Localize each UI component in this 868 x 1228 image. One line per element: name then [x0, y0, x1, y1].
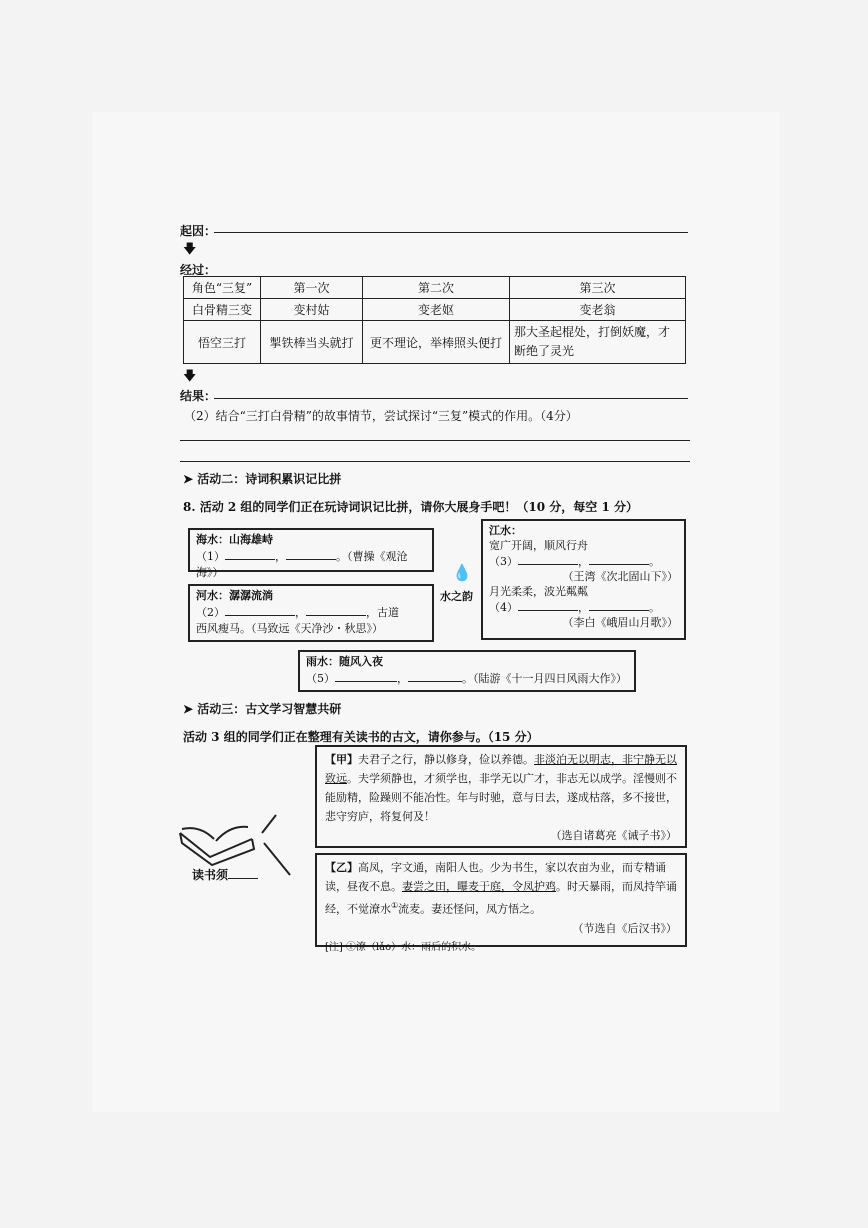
activity2-title: ➤ 活动二：诗词积累识记比拼 — [183, 472, 342, 486]
answer-blank[interactable] — [228, 867, 258, 879]
table-cell: 悟空三打 — [184, 321, 261, 364]
table-cell: 那大圣起棍处，打倒妖魔，才断绝了灵光 — [510, 321, 686, 364]
poem-text: ，古道 — [366, 606, 399, 619]
table-cell: 更不理论，举棒照头便打 — [363, 321, 510, 364]
answer-line[interactable] — [180, 461, 690, 462]
passage-jia — [315, 745, 687, 848]
passage-tag: 【甲】 — [325, 753, 358, 766]
jiang-card: 江水： 宽广开阔，顺风行舟 （3） ， 。 （王湾《次北固山下》） 月光柔柔，波光粼粼 （4） ， 。 （李白《峨眉山月歌》） — [481, 519, 686, 640]
question-2: （2）结合“三打白骨精”的故事情节，尝试探讨“三复”模式的作用。（4分） — [184, 409, 578, 423]
river-card-title: 河水：潺潺流淌 — [196, 589, 273, 602]
answer-blank[interactable] — [306, 604, 366, 616]
jiang-line: 宽广开阔，顺风行舟 — [489, 539, 588, 552]
reading-label: 读书须 — [192, 866, 258, 883]
footnote: [注] ①潦（lǎo）水：雨后的积水。 — [325, 941, 482, 953]
answer-blank[interactable] — [518, 599, 578, 611]
rain-card: 雨水：随风入夜 （5） ， 。（陆游《十一月四日风雨大作》） — [298, 650, 636, 692]
result-label: 结果： — [180, 389, 217, 403]
passage-text: 高凤，字文通，南阳人也。少为书生，家以农亩为业，而专精诵读，昼夜不息。 — [325, 861, 666, 893]
passage-source: （节选自《后汉书》） — [572, 921, 677, 935]
down-arrow-icon: 🡇 — [183, 369, 197, 384]
poem-source: （李白《峨眉山月歌》） — [562, 616, 678, 629]
table-row — [184, 299, 686, 321]
passage-source: （选自诸葛亮《诫子书》） — [550, 829, 677, 842]
answer-blank[interactable] — [408, 670, 462, 682]
blank-number: （5） — [306, 672, 335, 685]
blank-number: （3） — [489, 555, 518, 568]
activity3-title: ➤ 活动三：古文学习智慧共研 — [183, 702, 342, 716]
plot-table — [183, 276, 686, 364]
table-cell: 第三次 — [510, 277, 686, 299]
answer-blank[interactable] — [225, 548, 275, 560]
triangle-icon: ➤ — [183, 702, 194, 716]
table-cell: 掣铁棒当头就打 — [261, 321, 363, 364]
underlined-sentence: 妻尝之田，曝麦于庭，令凤护鸡 — [402, 880, 556, 893]
table-cell: 变老翁 — [510, 299, 686, 321]
answer-blank[interactable] — [335, 670, 397, 682]
passage-text: 。夫学须静也，才须学也，非学无以广才，非志无以成学。淫慢则不能励精，险躁则不能冶性。年与时驰，意与日去，遂成枯落，多不接世，悲守穷庐，将复何及！ — [325, 772, 677, 823]
river-card: 河水：潺潺流淌 （2） ， ，古道 西风瘦马。（马致远《天净沙・秋思》） — [188, 584, 434, 642]
cause-label: 起因： — [180, 224, 217, 238]
answer-blank[interactable] — [589, 553, 649, 565]
blank-number: （1） — [196, 550, 225, 563]
table-cell: 第二次 — [363, 277, 510, 299]
poem-source: 。（曹操《观沧海》） — [196, 550, 408, 579]
answer-blank[interactable] — [286, 548, 336, 560]
poem-source: 。（陆游《十一月四日风雨大作》） — [462, 672, 627, 685]
table-cell: 变村姑 — [261, 299, 363, 321]
table-row — [184, 277, 686, 299]
poem-source: （王湾《次北固山下》） — [562, 570, 678, 583]
sea-card-title: 海水：山海雄峙 — [196, 533, 273, 546]
answer-line[interactable] — [180, 440, 690, 441]
passage-text: 。时天暴雨，而凤持竿诵经，不觉潦水 — [325, 880, 677, 916]
result-answer-line[interactable] — [214, 398, 688, 399]
jiang-line: 月光柔柔，波光粼粼 — [489, 585, 588, 598]
table-cell: 白骨精三变 — [184, 299, 261, 321]
underlined-sentence: 非淡泊无以明志，非宁静无以致远 — [325, 753, 677, 785]
activity3-intro: 活动 3 组的同学们正在整理有关读书的古文，请你参与。（15 分） — [183, 730, 539, 744]
passage-yi — [315, 853, 687, 953]
blank-number: （2） — [196, 606, 225, 619]
answer-blank[interactable] — [225, 604, 295, 616]
table-row — [184, 321, 686, 364]
down-arrow-icon: 🡇 — [183, 242, 197, 257]
table-cell: 第一次 — [261, 277, 363, 299]
cause-answer-line[interactable] — [214, 232, 688, 233]
table-cell: 角色“三复” — [184, 277, 261, 299]
sea-card: 海水：山海雄峙 （1） ， 。（曹操《观沧海》） — [188, 528, 434, 572]
poem-source: 西风瘦马。（马致远《天净沙・秋思》） — [196, 622, 383, 635]
process-label: 经过： — [180, 263, 217, 277]
question-8: 8. 活动 2 组的同学们正在玩诗词识记比拼，请你大展身手吧！（10 分，每空 1 分） — [183, 500, 638, 514]
answer-blank[interactable] — [518, 553, 578, 565]
passage-text: 流麦。妻还怪问，凤方悟之。 — [398, 902, 542, 916]
rain-card-title: 雨水：随风入夜 — [306, 655, 383, 668]
jiang-card-title: 江水： — [489, 524, 522, 537]
center-label: 水之韵 — [440, 590, 473, 603]
passage-text: 夫君子之行，静以修身，俭以养德。 — [358, 753, 534, 766]
passage-tag: 【乙】 — [325, 861, 358, 874]
table-cell: 变老妪 — [363, 299, 510, 321]
answer-blank[interactable] — [589, 599, 649, 611]
water-drop-icon: 💧 — [452, 563, 472, 582]
triangle-icon: ➤ — [183, 472, 194, 486]
footnote-mark: ① — [391, 901, 399, 910]
blank-number: （4） — [489, 601, 518, 614]
